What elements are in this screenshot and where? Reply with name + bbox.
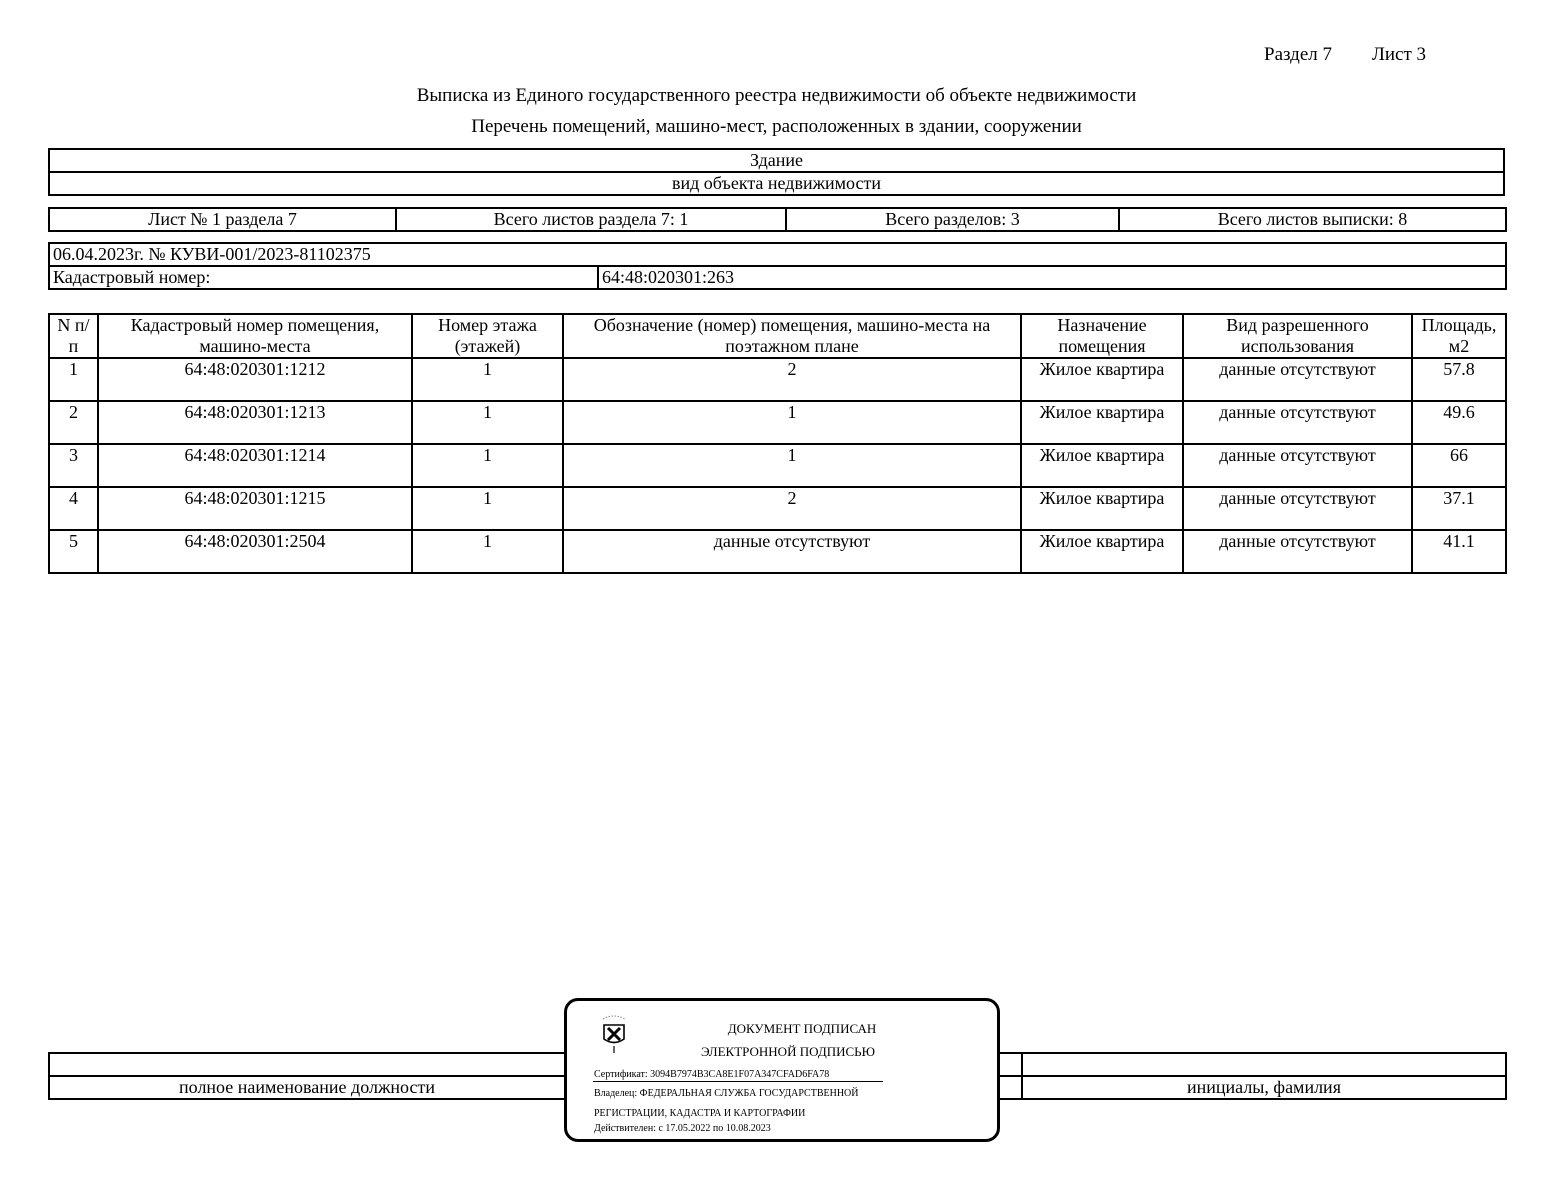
col-header-cadastral: Кадастровый номер помещения, машино-места [98, 314, 412, 358]
cell-floor: 1 [412, 530, 563, 573]
building-table [48, 148, 1505, 196]
cell-cadastral: 64:48:020301:1215 [98, 487, 412, 530]
col-header-area: Площадь, м2 [1412, 314, 1506, 358]
cell-number: 3 [49, 444, 98, 487]
building-kind: вид объекта недвижимости [49, 172, 1504, 195]
cell-cadastral: 64:48:020301:1212 [98, 358, 412, 401]
total-sections: Всего разделов: 3 [786, 208, 1119, 231]
stamp-owner-line-1: Владелец: ФЕДЕРАЛЬНАЯ СЛУЖБА ГОСУДАРСТВЕННОЙ [594, 1088, 859, 1099]
stamp-line-2: ЭЛЕКТРОННОЙ ПОДПИСЬЮ [701, 1044, 875, 1059]
document-meta-table [48, 242, 1507, 290]
cell-purpose: Жилое квартира [1021, 444, 1183, 487]
cell-purpose: Жилое квартира [1021, 358, 1183, 401]
cell-cadastral: 64:48:020301:1214 [98, 444, 412, 487]
cell-area: 66 [1412, 444, 1506, 487]
cell-permitted-use: данные отсутствуют [1183, 401, 1412, 444]
col-header-purpose: Назначение помещения [1021, 314, 1183, 358]
cell-floor: 1 [412, 358, 563, 401]
cell-area: 49.6 [1412, 401, 1506, 444]
sheet-label: Лист 3 [1372, 44, 1427, 65]
cell-floor: 1 [412, 401, 563, 444]
stamp-line-1: ДОКУМЕНТ ПОДПИСАН [727, 1021, 877, 1036]
cell-designation: 1 [563, 401, 1021, 444]
cadastral-label: Кадастровый номер: [49, 266, 598, 289]
table-row [49, 358, 1506, 401]
col-header-permitted-use: Вид разрешенного использования [1183, 314, 1412, 358]
cell-number: 4 [49, 487, 98, 530]
cell-area: 37.1 [1412, 487, 1506, 530]
building-name: Здание [49, 149, 1504, 172]
cell-designation: данные отсутствуют [563, 530, 1021, 573]
name-label: инициалы, фамилия [1022, 1076, 1506, 1099]
stamp-owner-line-2: РЕГИСТРАЦИИ, КАДАСТРА И КАРТОГРАФИИ [594, 1108, 806, 1119]
sheet-info-table [48, 207, 1507, 232]
position-label: полное наименование должности [49, 1076, 565, 1099]
cell-area: 41.1 [1412, 530, 1506, 573]
stamp-validity: Действителен: с 17.05.2022 по 10.08.2023 [594, 1123, 771, 1134]
cell-permitted-use: данные отсутствуют [1183, 487, 1412, 530]
table-row [49, 530, 1506, 573]
table-row [49, 401, 1506, 444]
col-header-floor: Номер этажа (этажей) [412, 314, 563, 358]
cell-purpose: Жилое квартира [1021, 530, 1183, 573]
name-blank [1022, 1053, 1506, 1076]
cell-number: 5 [49, 530, 98, 573]
table-row [49, 444, 1506, 487]
stamp-divider [593, 1081, 883, 1082]
cell-cadastral: 64:48:020301:2504 [98, 530, 412, 573]
document-date-number: 06.04.2023г. № КУВИ-001/2023-81102375 [49, 243, 1506, 266]
cell-number: 1 [49, 358, 98, 401]
cell-cadastral: 64:48:020301:1213 [98, 401, 412, 444]
cell-designation: 1 [563, 444, 1021, 487]
total-sheets-section: Всего листов раздела 7: 1 [396, 208, 786, 231]
cell-purpose: Жилое квартира [1021, 401, 1183, 444]
table-header-row [49, 314, 1506, 358]
cadastral-value: 64:48:020301:263 [598, 266, 1506, 289]
cell-purpose: Жилое квартира [1021, 487, 1183, 530]
cell-permitted-use: данные отсутствуют [1183, 530, 1412, 573]
premises-table [48, 313, 1507, 574]
document-subtitle: Перечень помещений, машино-мест, расположенных в здании, сооружении [471, 116, 1082, 137]
cell-permitted-use: данные отсутствуют [1183, 444, 1412, 487]
col-header-designation: Обозначение (номер) помещения, машино-места на поэтажном плане [563, 314, 1021, 358]
table-row [49, 487, 1506, 530]
cell-floor: 1 [412, 444, 563, 487]
cell-designation: 2 [563, 487, 1021, 530]
cell-designation: 2 [563, 358, 1021, 401]
cell-number: 2 [49, 401, 98, 444]
col-header-number: N п/п [49, 314, 98, 358]
electronic-signature-stamp [564, 998, 1000, 1142]
position-blank [49, 1053, 565, 1076]
document-title: Выписка из Единого государственного реестра недвижимости об объекте недвижимости [416, 85, 1137, 106]
cell-floor: 1 [412, 487, 563, 530]
cell-permitted-use: данные отсутствуют [1183, 358, 1412, 401]
stamp-certificate: Сертификат: 3094B7974B3CA8E1F07A347CFAD6FA78 [594, 1069, 830, 1080]
cell-area: 57.8 [1412, 358, 1506, 401]
sheet-number: Лист № 1 раздела 7 [49, 208, 396, 231]
total-sheets: Всего листов выписки: 8 [1119, 208, 1506, 231]
section-label: Раздел 7 [1264, 44, 1332, 65]
